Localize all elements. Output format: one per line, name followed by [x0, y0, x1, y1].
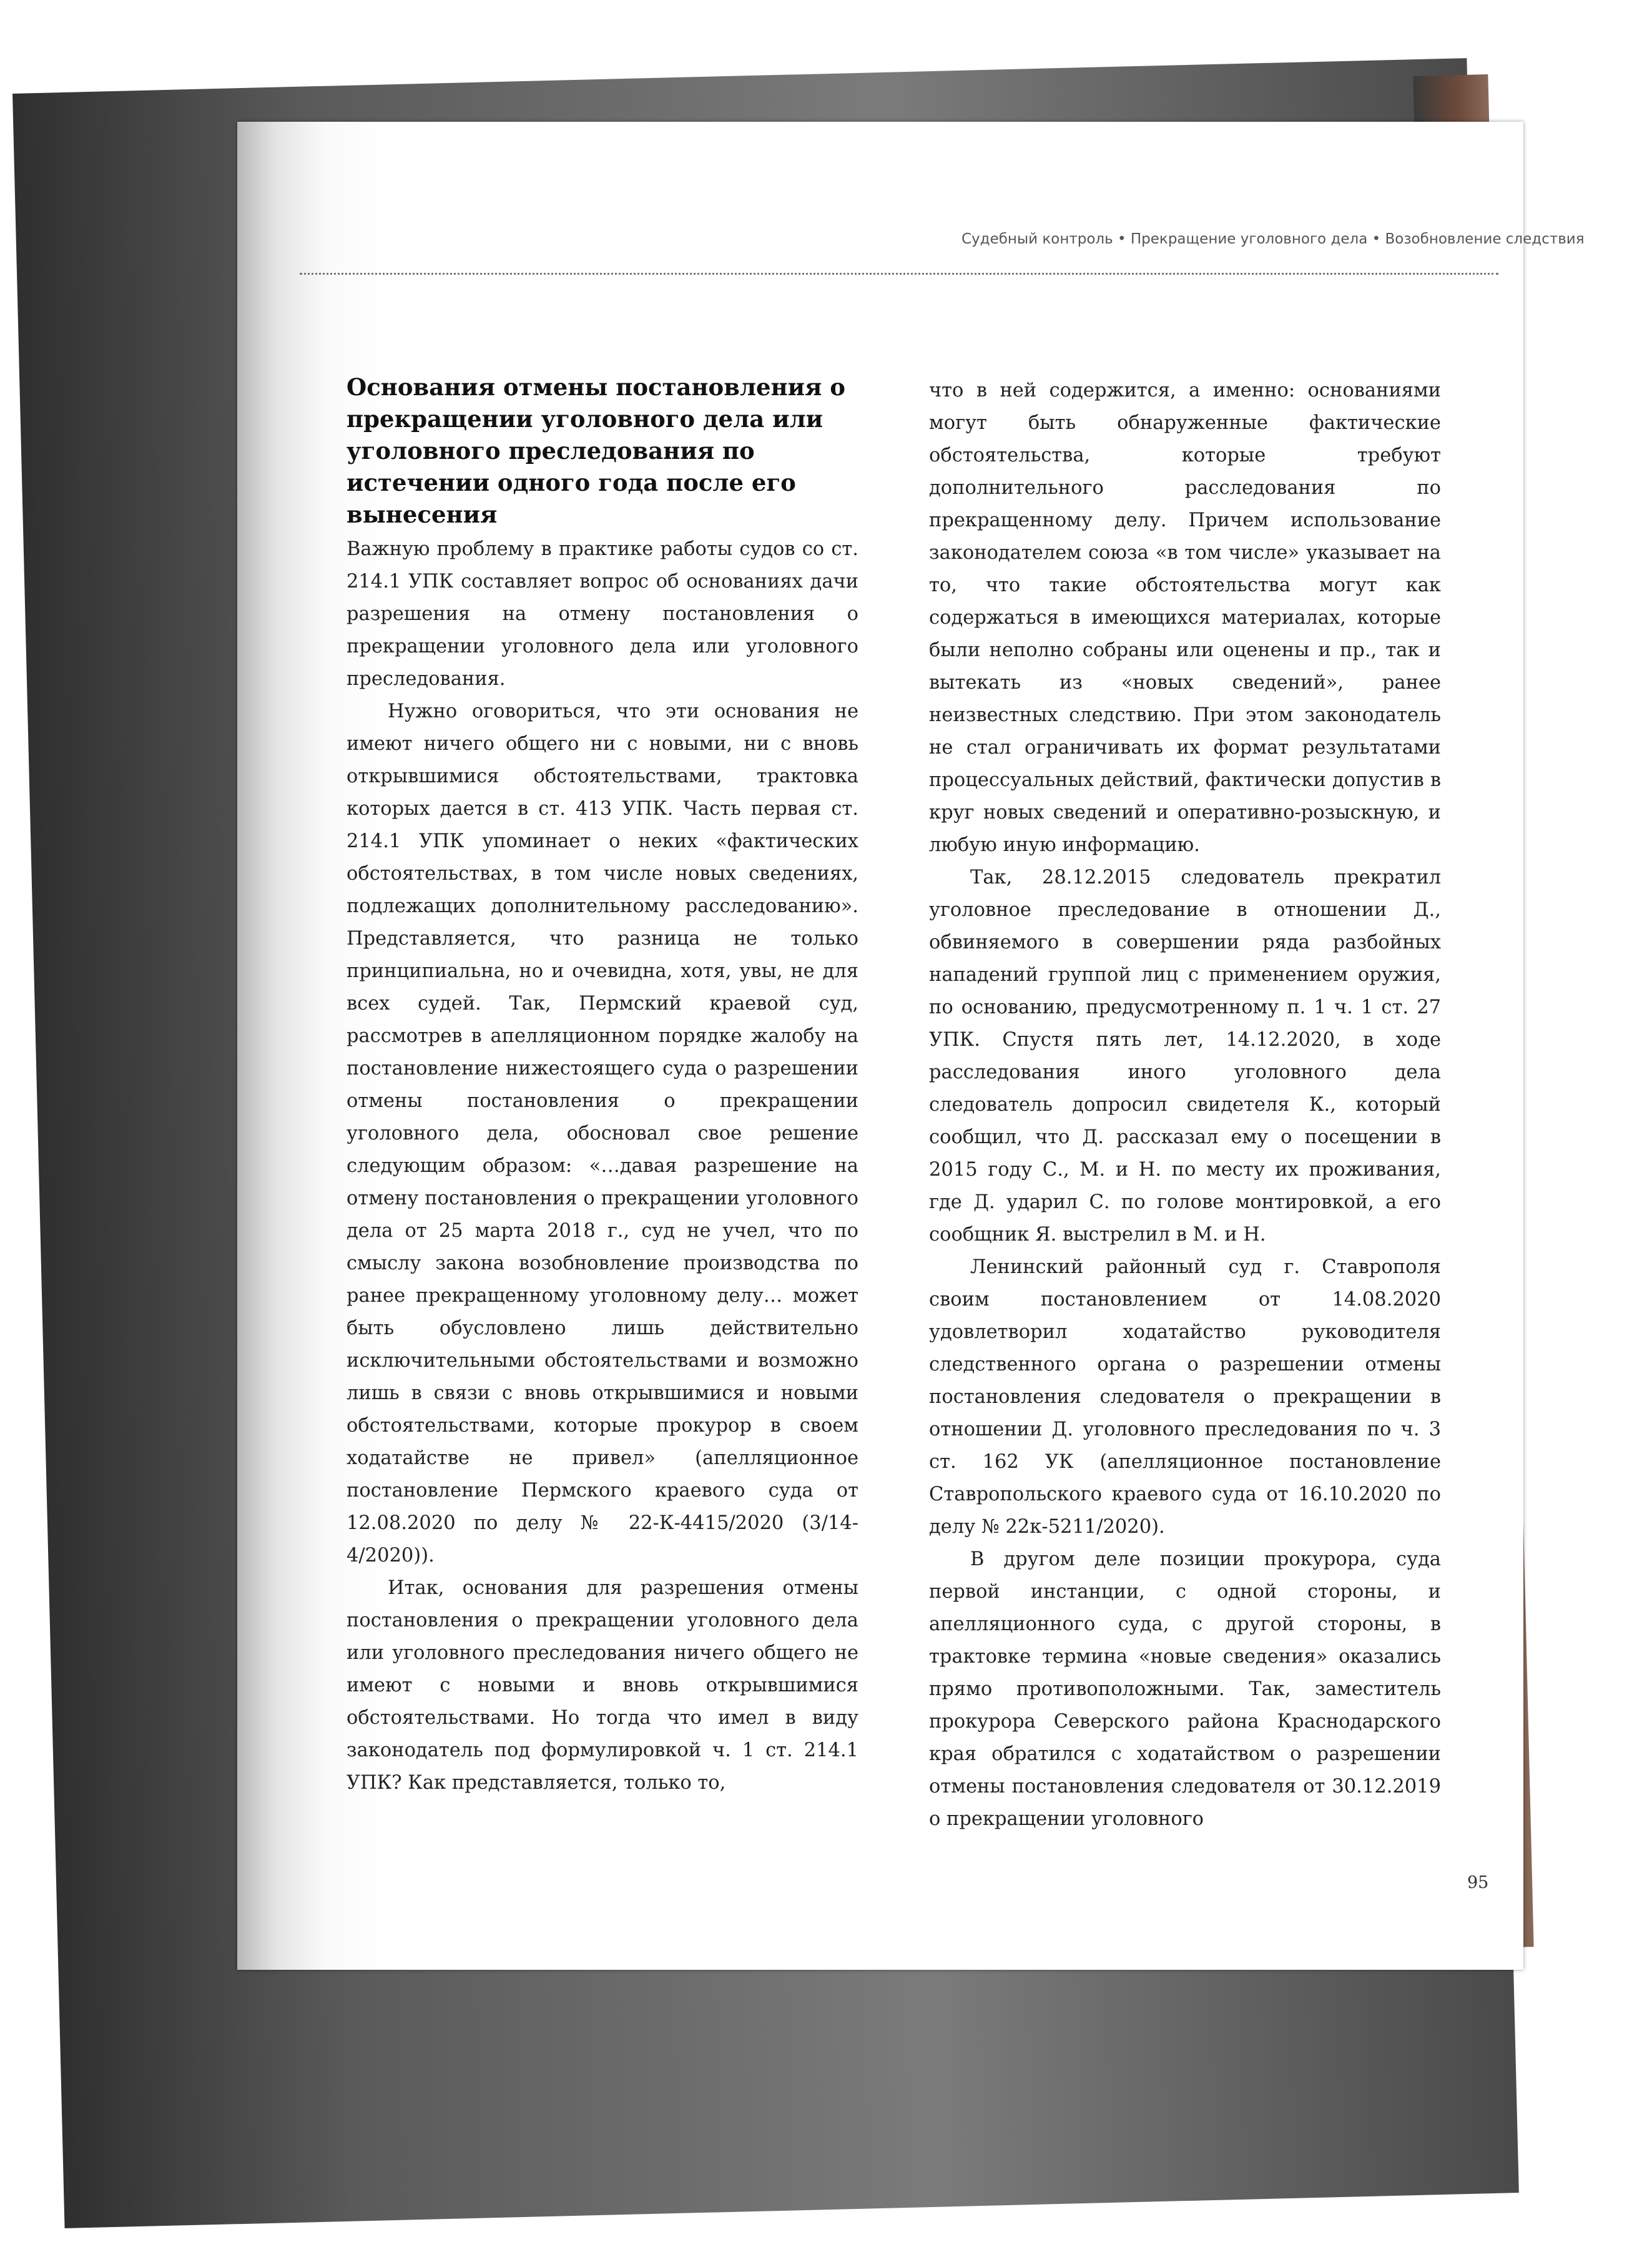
paragraph: Итак, основания для разрешения отмены постановления о прекращении уголовного дела или уголовного преследования ничего общего не имеют с новыми и вновь открывшимися обстоятельствами. Но тогда что имел в виду законодатель под формулировкой ч. 1 ст. 214.1 УПК? Как представляется, только то, — [347, 1577, 858, 1794]
paragraph: что в ней содержится, а именно: основаниями могут быть обнаруженные фактические обстоятельства, которые требуют дополнительного расследования по прекращенному делу. Причем использование законодателем союза «в том числе» указывает на то, что такие обстоятельства могут как содержаться в имеющихся материалах, которые были неполно собраны или оценены и пр., так и вытекать из «новых сведений», ранее неизвестных следствию. При этом законодатель не стал ограничивать их формат результатами процессуальных действий, фактически допустив в круг новых сведений и оперативно-розыскную, и любую иную информацию. — [929, 380, 1441, 856]
header-dotted-rule — [300, 273, 1498, 275]
paragraph: Так, 28.12.2015 следователь прекратил уголовное преследование в отношении Д., обвиняемого в совершении ряда разбойных нападений группой лиц с применением оружия, по основанию, предусмотренному п. 1 ч. 1 ст. 27 УПК. Спустя пять лет, 14.12.2020, в ходе расследования иного уголовного дела следователь допросил свидетеля К., который сообщил, что Д. рассказал ему о посещении в 2015 году С., М. и Н. по месту их проживания, где Д. ударил С. по голове монтировкой, а его сообщник Я. выстрелил в М. и Н. — [929, 867, 1441, 1246]
paragraph: Важную проблему в практике работы судов со ст. 214.1 УПК составляет вопрос об основаниях дачи разрешения на отмену постановления о прекращении уголовного дела или уголовного преследования. — [347, 538, 858, 690]
section-heading: Основания отмены постановления о прекращении уголовного дела или уголовного преследования по истечении одного года после его вынесения — [347, 373, 845, 528]
book-page — [237, 122, 1585, 1970]
paragraph: Ленинский районный суд г. Ставрополя своим постановлением от 14.08.2020 удовлетворил ходатайство руководителя следственного органа о разрешении отмены постановления следователя о прекращении в отношении Д. уголовного преследования по ч. 3 ст. 162 УК (апелляционное постановление Ставропольского краевого суда от 16.10.2020 по делу № 22к-5211/2020). — [929, 1256, 1441, 1538]
page-number: 95 — [1467, 1873, 1489, 1892]
right-column — [929, 375, 1441, 1836]
paragraph: В другом деле позиции прокурора, суда первой инстанции, с одной стороны, и апелляционного суда, с другой стороны, в трактовке термина «новые сведения» оказались прямо противоположными. Так, заместитель прокурора Северского района Краснодарского края обратился с ходатайством о разрешении отмены постановления следователя от 30.12.2019 о прекращении уголовного — [929, 1548, 1441, 1830]
left-column — [347, 371, 858, 1799]
running-header: Судебный контроль • Прекращение уголовного дела • Возобновление следствия — [961, 231, 1585, 247]
paragraph: Нужно оговориться, что эти основания не имеют ничего общего ни с новыми, ни с вновь открывшимися обстоятельствами, трактовка которых дается в ст. 413 УПК. Часть первая ст. 214.1 УПК упоминает о неких «фактических обстоятельствах, в том числе новых сведениях, подлежащих дополнительному расследованию». Представляется, что разница не только принципиальна, но и очевидна, хотя, увы, не для всех судей. Так, Пермский краевой суд, рассмотрев в апелляционном порядке жалобу на постановление нижестоящего суда о разрешении отмены постановления о прекращении уголовного дела, обосновал свое решение следующим образом: «…давая разрешение на отмену постановления о прекращении уголовного дела от 25 марта 2018 г., суд не учел, что по смыслу закона возобновление производства по ранее прекращенному уголовному делу… может быть обусловлено лишь действительно исключительными обстоятельствами и возможно лишь в связи с вновь открывшимися и новыми обстоятельствами, которые прокурор в своем ходатайстве не привел» (апелляционное постановление Пермского краевого суда от 12.08.2020 по делу № 22-К-4415/2020 (3/14-4/2020)). — [347, 701, 858, 1566]
